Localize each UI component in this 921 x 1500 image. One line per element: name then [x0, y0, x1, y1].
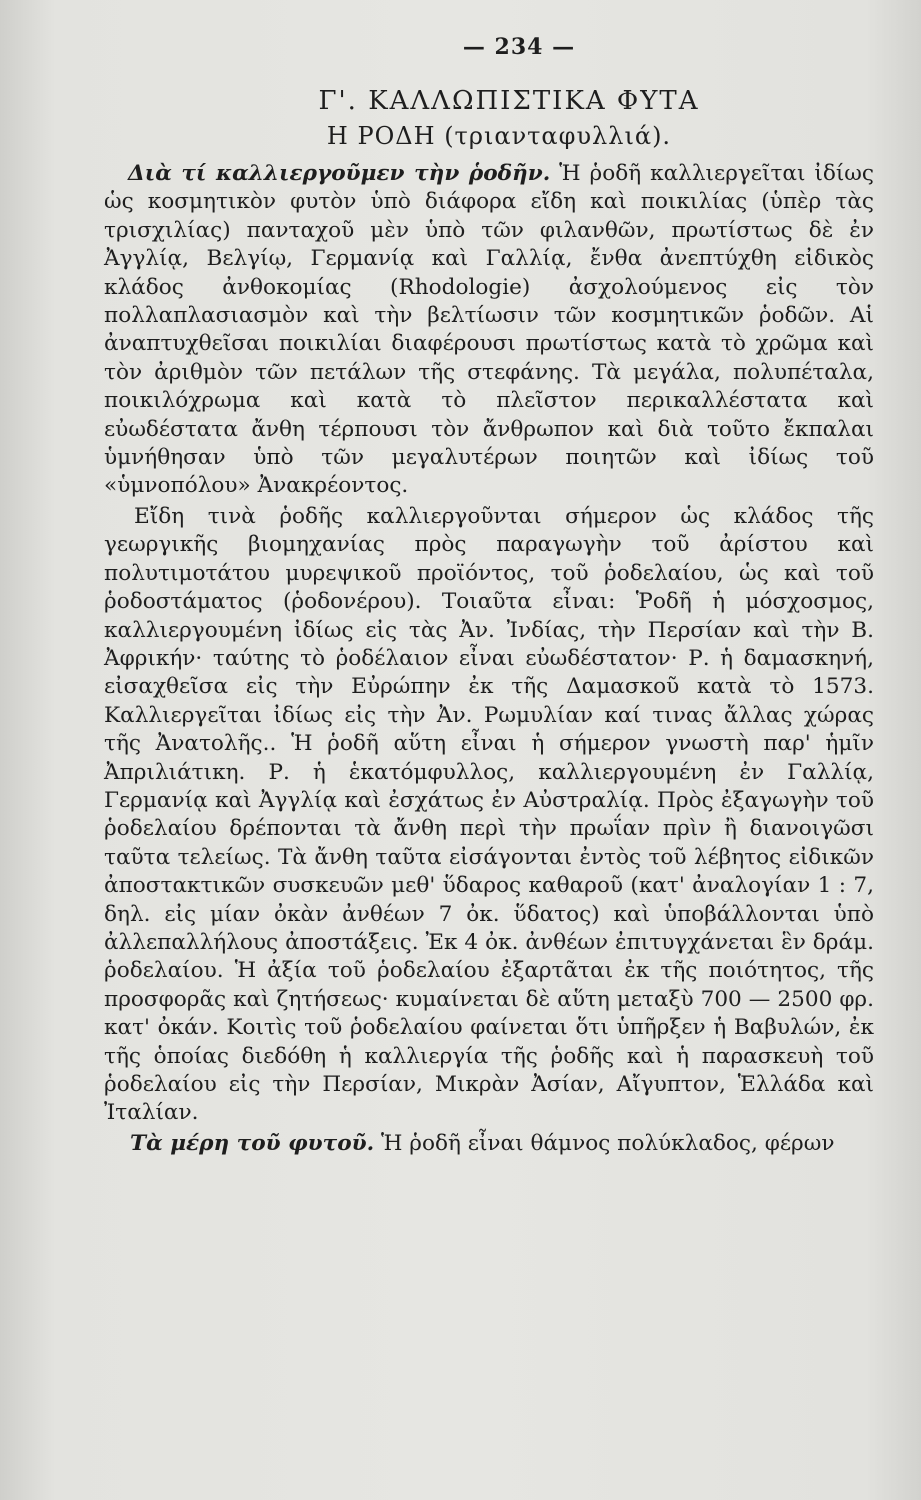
page-number: — 234 —: [462, 34, 576, 60]
page-content: [104, 34, 874, 1158]
paragraph-2-text: Εἴδη τινὰ ῥοδῆς καλλιεργοῦνται σήμερον ὡς κλάδος τῆς γεωργικῆς βιομηχανίας πρὸς παραγωγὴν τοῦ ἀρίστου καὶ πολυτιμοτάτου μυρεψικοῦ προϊόντος, τοῦ ῥοδελαίου, ὡς καὶ τοῦ ῥοδοστάματος (ῥοδονέρου). Τοιαῦτα εἶναι: Ῥοδῆ ἡ μόσχοσμος, καλλιεργουμένη ἰδίως εἰς τὰς Ἀν. Ἰνδίας, τὴν Περσίαν καὶ τὴν Β. Ἀφρικήν· ταύτης τὸ ῥοδέλαιον εἶναι εὐωδέστατον· Ρ. ἡ δαμασκηνή, εἰσαχθεῖσα εἰς τὴν Εὐρώπην ἐκ τῆς Δαμασκοῦ κατὰ τὸ 1573. Καλλιεργεῖται ἰδίως εἰς τὴν Ἀν. Ρωμυλίαν καί τινας ἄλλας χώρας τῆς Ἀνατολῆς.. Ἡ ῥοδῆ αὕτη εἶναι ἡ σήμερον γνωστὴ παρ' ἡμῖν Ἀπριλιάτικη. Ρ. ἡ ἑκατόμφυλλος, καλλιεργουμένη ἐν Γαλλίᾳ, Γερμανίᾳ καὶ Ἀγγλίᾳ καὶ ἐσχάτως ἐν Αὐστραλίᾳ. Πρὸς ἐξαγωγὴν τοῦ ῥοδελαίου δρέπονται τὰ ἄνθη περὶ τὴν πρωΐαν πρὶν ἢ διανοιγῶσι ταῦτα τελείως. Τὰ ἄνθη ταῦτα εἰσάγονται ἐντὸς τοῦ λέβητος εἰδικῶν ἀποστακτικῶν συσκευῶν μεθ' ὕδαρος καθαροῦ (κατ' ἀναλογίαν 1 : 7, δηλ. εἰς μίαν ὀκὰν ἀνθέων 7 ὀκ. ὕδατος) καὶ ὑποβάλλονται ὑπὸ ἀλλεπαλλήλους ἀποστάξεις. Ἐκ 4 ὀκ. ἀνθέων ἐπιτυγχάνεται ἓν δράμ. ῥοδελαίου. Ἡ ἀξία τοῦ ῥοδελαίου ἐξαρτᾶται ἐκ τῆς ποιότητος, τῆς προσφορᾶς καὶ ζητήσεως· κυμαίνεται δὲ αὕτη μεταξὺ 700 — 2500 φρ. κατ' ὀκάν. Κοιτὶς τοῦ ῥοδελαίου φαίνεται ὅτι ὑπῆρξεν ἡ Βαβυλών, ἐκ τῆς ὁποίας διεδόθη ἡ καλλιεργία τῆς ῥοδῆς καὶ ἡ παρασκευὴ τοῦ ῥοδελαίου εἰς τὴν Περσίαν, Μικρὰν Ἀσίαν, Αἴγυπτον, Ἑλλάδα καὶ Ἰταλίαν.: [104, 503, 874, 1126]
section-title: Γ'. ΚΑΛΛΩΠΙΣΤΙΚΑ ΦΥΤΑ: [318, 86, 700, 116]
paragraph-3-text: Ἡ ῥοδῆ εἶναι θάμνος πολύκλαδος, φέρων: [374, 1130, 835, 1156]
paragraph-1: [104, 160, 874, 501]
subtitle: Η ΡΟΔΗ (τριανταφυλλιά).: [326, 122, 672, 150]
paragraph-2: [104, 503, 874, 1128]
paragraph-1-lead: Διὰ τί καλλιεργοῦμεν τὴν ῥοδῆν.: [128, 161, 551, 186]
paragraph-3: [104, 1130, 874, 1158]
paragraph-1-text: Ἡ ῥοδῆ καλλιεργεῖται ἰδίως ὡς κοσμητικὸν φυτὸν ὑπὸ διάφορα εἴδη καὶ ποικιλίας (ὑπὲρ τὰς τρισχιλίας) πανταχοῦ μὲν ὑπὸ τῶν φιλανθῶν, πρωτίστως δὲ ἐν Ἀγγλίᾳ, Βελγίῳ, Γερμανίᾳ καὶ Γαλλίᾳ, ἔνθα ἀνεπτύχθη εἰδικὸς κλάδος ἀνθοκομίας (Rhodologie) ἀσχολούμενος εἰς τὸν πολλαπλασιασμὸν καὶ τὴν βελτίωσιν τῶν κοσμητικῶν ῥοδῶν. Αἱ ἀναπτυχθεῖσαι ποικιλίαι διαφέρουσι πρωτίστως κατὰ τὸ χρῶμα καὶ τὸν ἀριθμὸν τῶν πετάλων τῆς στεφάνης. Τὰ μεγάλα, πολυπέταλα, ποικιλόχρωμα καὶ κατὰ τὸ πλεῖστον περικαλλέστατα καὶ εὐωδέστατα ἄνθη τέρπουσι τὸν ἄνθρωπον καὶ διὰ τοῦτο ἔκπαλαι ὑμνήθησαν ὑπὸ τῶν μεγαλυτέρων ποιητῶν καὶ ἰδίως τοῦ «ὑμνοπόλου» Ἀνακρέοντος.: [104, 161, 874, 499]
paragraph-3-lead: Τὰ μέρη τοῦ φυτοῦ.: [130, 1130, 375, 1156]
